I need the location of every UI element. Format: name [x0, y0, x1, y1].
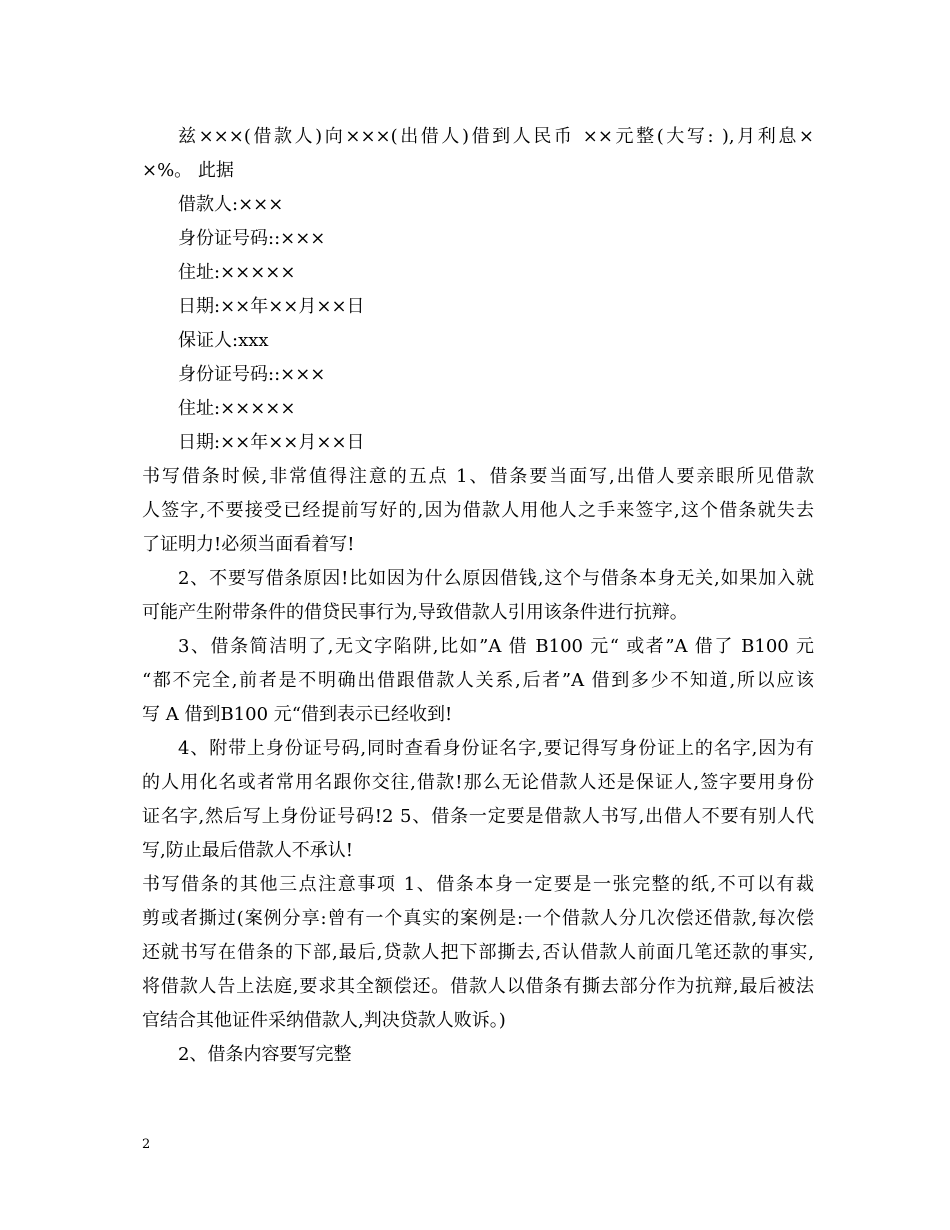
text-line: 写 A 借到B100 元“借到表示已经收到! — [142, 704, 453, 725]
text-line: 2、借条内容要写完整 — [178, 1044, 352, 1065]
text-line: 3、借条简洁明了,无文字陷阱,比如”A 借 B100 元“ 或者”A 借了 B100 元 — [178, 636, 814, 657]
text-line: 证名字,然后写上身份证号码!2 5、借条一定要是借款人书写,出借人不要有别人代 — [142, 806, 814, 827]
text-line: 官结合其他证件采纳借款人,判决贷款人败诉。) — [142, 1010, 506, 1031]
text-line: 日期:××年××月××日 — [178, 296, 365, 317]
text-line: 借款人:××× — [178, 194, 284, 215]
text-line: 住址:××××× — [178, 262, 296, 283]
text-line: 将借款人告上法庭,要求其全额偿还。借款人以借条有撕去部分作为抗辩,最后被法 — [142, 976, 814, 997]
text-line: 了证明力!必须当面看着写! — [142, 534, 355, 555]
text-line: 身份证号码::××× — [178, 228, 326, 249]
text-line: 身份证号码::××× — [178, 364, 326, 385]
text-line: 兹×××(借款人)向×××(出借人)借到人民币 ××元整(大写: ),月利息× — [178, 126, 814, 147]
page-number: 2 — [142, 1137, 151, 1152]
text-line: 4、附带上身份证号码,同时查看身份证名字,要记得写身份证上的名字,因为有 — [178, 738, 814, 759]
text-line: 人签字,不要接受已经提前写好的,因为借款人用他人之手来签字,这个借条就失去 — [142, 500, 814, 521]
text-line: ×%。 此据 — [142, 160, 234, 181]
text-line: 剪或者撕过(案例分享:曾有一个真实的案例是:一个借款人分几次偿还借款,每次偿 — [142, 908, 814, 929]
text-line: “都不完全,前者是不明确出借跟借款人关系,后者”A 借到多少不知道,所以应该 — [142, 670, 814, 691]
text-line: 可能产生附带条件的借贷民事行为,导致借款人引用该条件进行抗辩。 — [142, 602, 688, 623]
text-line: 写,防止最后借款人不承认! — [142, 840, 353, 861]
document-body — [142, 120, 814, 1072]
text-line: 住址:××××× — [178, 398, 296, 419]
section-heading-line: 书写借条时候,非常值得注意的五点 1、借条要当面写,出借人要亲眼所见借款 — [142, 466, 814, 487]
text-line: 2、不要写借条原因!比如因为什么原因借钱,这个与借条本身无关,如果加入就 — [178, 568, 814, 589]
section-heading-line: 书写借条的其他三点注意事项 1、借条本身一定要是一张完整的纸,不可以有裁 — [142, 874, 814, 895]
text-line: 日期:××年××月××日 — [178, 432, 365, 453]
text-line: 的人用化名或者常用名跟你交往,借款!那么无论借款人还是保证人,签字要用身份 — [142, 772, 814, 793]
text-line: 保证人:xxx — [178, 330, 269, 351]
text-line: 还就书写在借条的下部,最后,贷款人把下部撕去,否认借款人前面几笔还款的事实, — [142, 942, 814, 963]
